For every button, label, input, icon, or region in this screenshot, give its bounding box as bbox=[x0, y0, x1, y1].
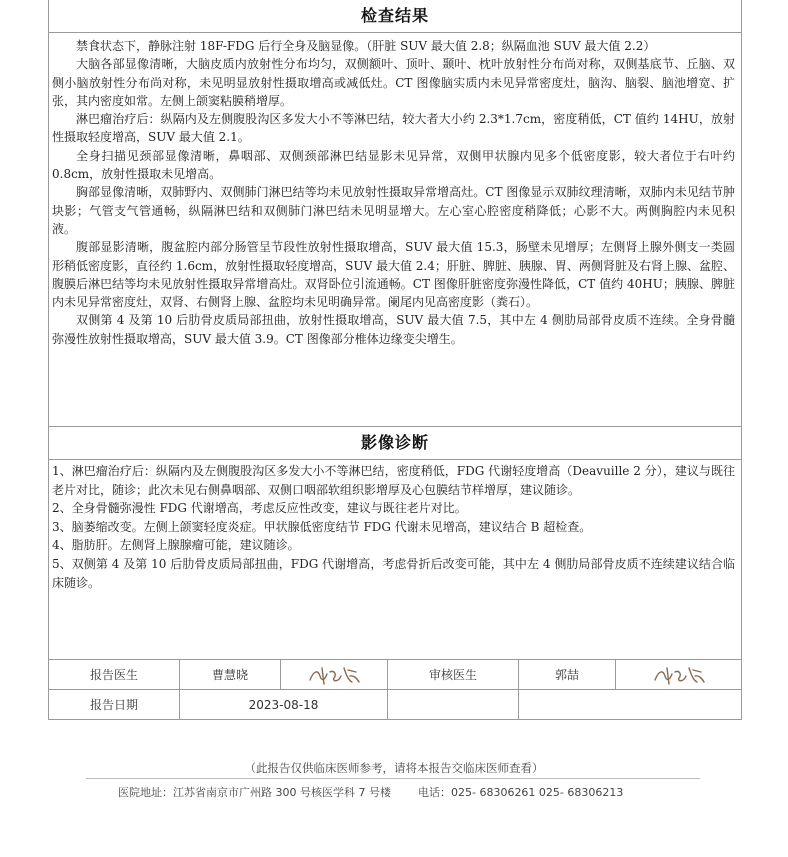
report-doctor-signature bbox=[281, 660, 388, 690]
report-doctor-name: 曹慧晓 bbox=[180, 660, 281, 690]
date-empty-cell bbox=[519, 690, 742, 720]
report-doctor-label: 报告医生 bbox=[49, 660, 180, 690]
review-doctor-signature bbox=[616, 660, 742, 690]
report bbox=[48, 0, 742, 694]
findings-paragraph: 禁食状态下，静脉注射 18F-FDG 后行全身及脑显像。（肝脏 SUV 最大值 2.8；纵隔血池 SUV 最大值 2.2） bbox=[76, 39, 656, 53]
signature-table bbox=[48, 659, 742, 720]
findings-title: 检查结果 bbox=[49, 0, 741, 33]
diagnosis-item: 4、脂肪肝。左侧肾上腺腺瘤可能，建议随诊。 bbox=[52, 538, 300, 553]
footer-address: 医院地址：江苏省南京市广州路 300 号核医学科 7 号楼 bbox=[118, 786, 391, 799]
report-date: 2023-08-18 bbox=[180, 690, 388, 720]
diagnosis-item: 1、淋巴瘤治疗后：纵隔内及左侧腹股沟区多发大小不等淋巴结，密度稍低，FDG 代谢轻度增高（Deavuille 2 分），建议与既往老片对比，随诊；此次未见右侧鼻咽部、双侧口咽部软组织影增厚及心包膜结节样增厚，建议随诊。 bbox=[52, 464, 735, 497]
review-doctor-label: 审核医生 bbox=[388, 660, 519, 690]
findings-paragraph: 大脑各部显像清晰，大脑皮质内放射性分布均匀，双侧额叶、顶叶、颞叶、枕叶放射性分布尚对称，双侧基底节、丘脑、双侧小脑放射性分布尚对称，未见明显放射性摄取增高或减低灶。CT 图像脑实质内未见异常密度灶，脑沟、脑裂、脑池增宽、扩张，其内密度如常。左侧上颌窦粘膜稍增厚。 bbox=[52, 57, 735, 108]
findings-paragraph: 腹部显影清晰，腹盆腔内部分肠管呈节段性放射性摄取增高，SUV 最大值 15.3，肠壁未见增厚；左侧肾上腺外侧支一类圆形稍低密度影，直径约 1.6cm，放射性摄取轻度增高，SUV 最大值 2.4；肝脏、脾脏、胰腺、胃、两侧肾脏及右肾上腺、盆腔、腹膜后淋巴结等均未见放射性摄取异常增高灶。双肾卧位引流通畅。CT 图像肝脏密度弥漫性降低，CT 值约 40HU；胰腺、脾脏内未见异常密度灶，双肾、右侧肾上腺、盆腔均未见明确异常。阑尾内见高密度影（粪石）。 bbox=[52, 240, 735, 310]
diagnosis-item: 5、双侧第 4 及第 10 后肋骨皮质局部扭曲，FDG 代谢增高，考虑骨折后改变可能，其中左 4 侧肋局部骨皮质不连续建议结合临床随诊。 bbox=[52, 556, 735, 590]
findings-paragraph: 全身扫描见颈部显像清晰，鼻咽部、双侧颈部淋巴结显影未见异常，双侧甲状腺内见多个低密度影，较大者位于右叶约 0.8cm，放射性摄取未见增高。 bbox=[52, 148, 735, 182]
findings-paragraph: 双侧第 4 及第 10 后肋骨皮质局部扭曲，放射性摄取增高，SUV 最大值 7.5，其中左 4 侧肋局部骨皮质不连续。全身骨髓弥漫性放射性摄取增高，SUV 最大值 3.9。CT 图像部分椎体边缘变尖增生。 bbox=[52, 313, 735, 346]
handwritten-signature-icon bbox=[649, 662, 709, 688]
findings-paragraph: 淋巴瘤治疗后：纵隔内及左侧腹股沟区多发大小不等淋巴结，较大者大小约 2.3*1.7cm，密度稍低，CT 值约 14HU，放射性摄取轻度增高，SUV 最大值 2.1。 bbox=[52, 112, 735, 145]
footer-note: （此报告仅供临床医师参考，请将本报告交临床医师查看） bbox=[244, 761, 544, 775]
report-date-label: 报告日期 bbox=[49, 690, 180, 720]
diagnosis-title: 影像诊断 bbox=[49, 426, 741, 460]
handwritten-signature-icon bbox=[304, 662, 364, 688]
date-empty-cell bbox=[388, 690, 519, 720]
review-doctor-name: 郭喆 bbox=[519, 660, 616, 690]
date-row bbox=[49, 690, 742, 720]
signature-row bbox=[49, 660, 742, 690]
footer-divider bbox=[86, 778, 700, 779]
diagnosis-item: 3、脑萎缩改变。左侧上颌窦轻度炎症。甲状腺低密度结节 FDG 代谢未见增高，建议结合 B 超检查。 bbox=[52, 519, 592, 534]
diagnosis-item: 2、全身骨髓弥漫性 FDG 代谢增高，考虑反应性改变，建议与既往老片对比。 bbox=[52, 501, 467, 516]
findings-paragraph: 胸部显像清晰，双肺野内、双侧肺门淋巴结等均未见放射性摄取异常增高灶。CT 图像显示双肺纹理清晰，双肺内未见结节肿块影；气管支气管通畅，纵隔淋巴结和双侧肺门淋巴结未见明显增大。左心室心腔密度稍降低；心影不大。两侧胸腔内未见积液。 bbox=[52, 185, 735, 236]
footer-contact bbox=[118, 784, 623, 800]
findings-section bbox=[48, 0, 742, 694]
footer-phone: 电话：025- 68306261 025- 68306213 bbox=[417, 786, 624, 799]
findings-body bbox=[49, 33, 741, 426]
